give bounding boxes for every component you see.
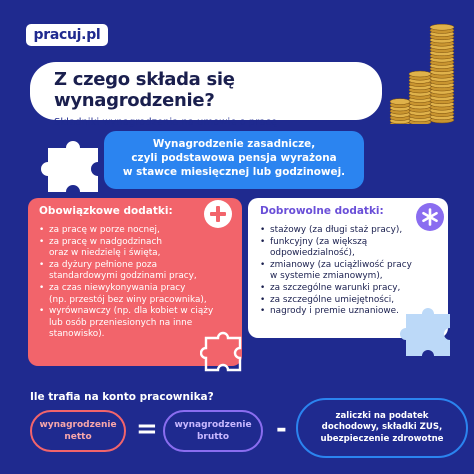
list-item (260, 260, 438, 283)
list-item-text: w systemie zmianowym), (270, 271, 383, 282)
page-title: Z czego składa się wynagrodzenie? (54, 69, 235, 111)
plus-icon (204, 200, 232, 228)
net-salary-pill (30, 410, 126, 452)
coin-stack-icon (372, 14, 462, 124)
list-item-text: • za dyżury pełnione poza (49, 259, 158, 270)
list-item (260, 225, 438, 237)
list-item-text: • zmianowy (za uciążliwość pracy (270, 259, 412, 270)
deductions-pill (296, 398, 468, 458)
list-item-text: (np. przestój bez winy pracownika), (49, 294, 207, 305)
pill-text: zaliczki na podatek (335, 410, 429, 421)
equals-sign: = (136, 414, 158, 444)
asterisk-icon (416, 203, 444, 231)
voluntary-title: Dobrowolne dodatki: (260, 205, 384, 217)
list-item (39, 283, 232, 306)
list-item-text: lub osób przeniesionych na inne (49, 317, 193, 328)
list-item (39, 237, 232, 260)
list-item-text: oraz w niedzielę i święta, (49, 248, 161, 259)
basic-salary-line: czyli podstawowa pensja wyrażona (131, 152, 337, 164)
list-item-text: • za czas niewykonywania pracy (49, 282, 186, 293)
basic-salary-card (104, 131, 364, 189)
basic-salary-line: w stawce miesięcznej lub godzinowej. (122, 166, 346, 178)
title-card (30, 62, 382, 128)
page-subtitle: Składniki wynagrodzenia na umowie o pracę (54, 117, 278, 128)
puzzle-icon (40, 130, 120, 200)
list-item-text: • wyrównawczy (np. dla kobiet w ciąży (49, 306, 214, 317)
list-item (260, 283, 438, 295)
list-item-text: odpowiedzialność), (270, 248, 355, 259)
minus-sign: - (276, 414, 287, 444)
list-item (39, 225, 232, 237)
list-item (260, 237, 438, 260)
pill-text: wynagrodzenie (39, 420, 117, 430)
list-item-text: • za szczególne warunki pracy, (270, 282, 401, 293)
list-item (39, 260, 232, 283)
pill-text: ubezpieczenie zdrowotne (320, 433, 444, 444)
pill-text: dochodowy, składki ZUS, (321, 422, 443, 433)
pill-text: wynagrodzenie (174, 420, 252, 430)
list-item-text: • za szczególne umiejętności, (270, 294, 395, 305)
basic-salary-line: Wynagrodzenie zasadnicze, (152, 138, 316, 150)
list-item-text: stanowisko). (49, 329, 105, 340)
pill-text: brutto (196, 432, 230, 442)
pracuj-logo[interactable]: pracuj.pl (26, 24, 108, 46)
question-heading: Ile trafia na konto pracownika? (30, 391, 214, 403)
list-item-text: standardowymi godzinami pracy, (49, 271, 197, 282)
list-item-text: • funkcyjny (za większą (270, 236, 368, 247)
list-item-text: • nagrody i premie uznaniowe. (270, 306, 399, 317)
puzzle-icon (200, 328, 256, 376)
gross-salary-pill (163, 410, 263, 452)
pill-text: netto (64, 432, 92, 442)
puzzle-icon (400, 300, 464, 364)
list-item-text: • za pracę w nadgodzinach (49, 236, 162, 247)
obligatory-title: Obowiązkowe dodatki: (39, 205, 173, 217)
list-item-text: • za pracę w porze nocnej, (49, 225, 160, 235)
list-item-text: • stażowy (za długi staż pracy), (270, 225, 403, 235)
